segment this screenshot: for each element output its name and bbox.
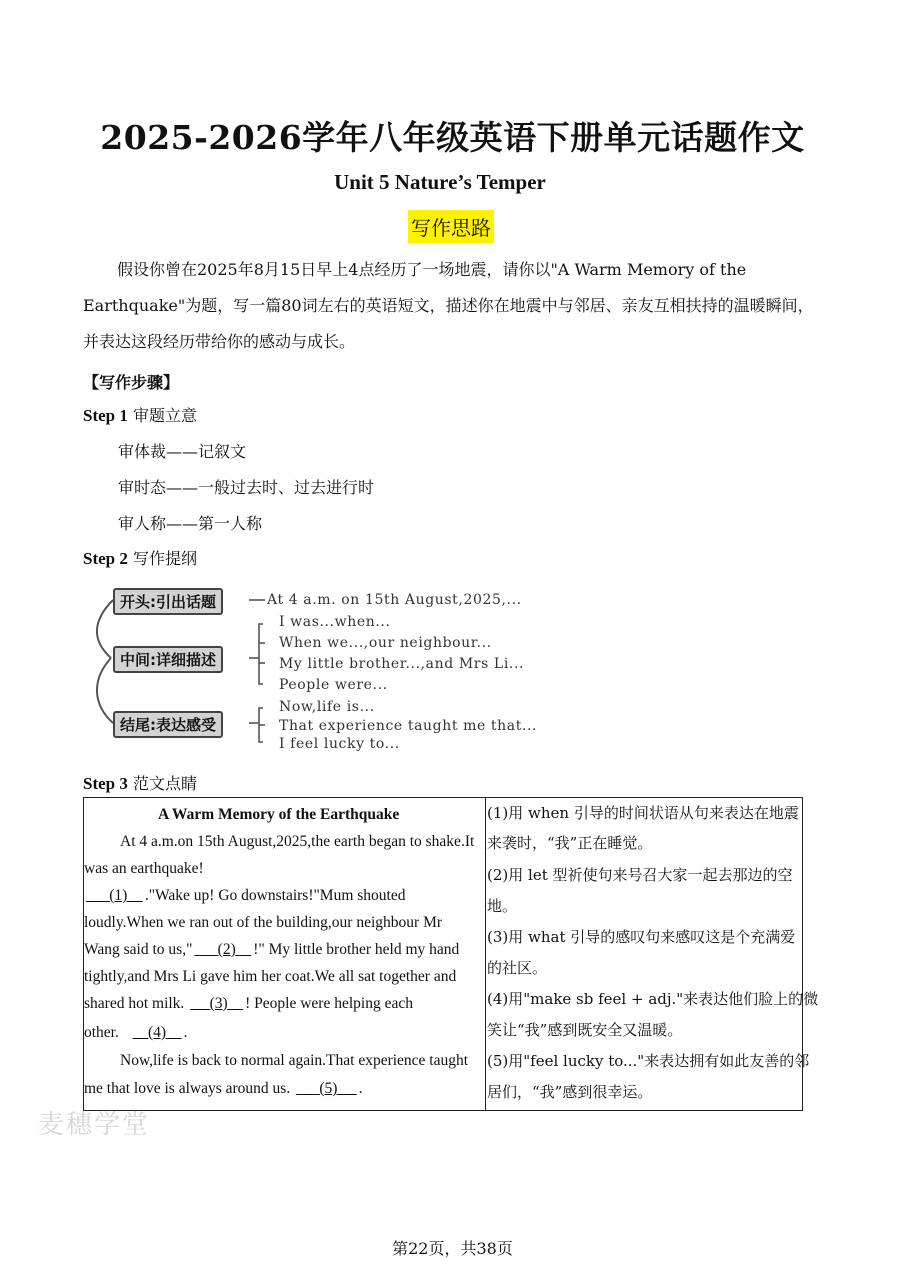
- steps-heading: 【写作步骤】: [83, 373, 180, 392]
- outline-hint: That experience taught me that...: [279, 718, 538, 734]
- essay-line: At 4 a.m.on 15th August,2025,the earth began to shake.It: [120, 833, 475, 850]
- note-line: (3)用 what 引导的感叹句来感叹这是个充满爱: [487, 928, 796, 946]
- essay-line: other. (4) .: [84, 1024, 188, 1041]
- outline-mindmap: [83, 580, 563, 755]
- step2-title: 写作提纲: [132, 549, 197, 568]
- note-line: 地。: [487, 897, 518, 915]
- blank-3: (3): [209, 995, 228, 1012]
- outline-body-box: 中间:详细描述: [113, 646, 223, 673]
- page-title: 2025-2026学年八年级英语下册单元话题作文: [100, 118, 805, 157]
- blank-5: (5): [319, 1080, 338, 1097]
- step1-heading: [83, 403, 197, 426]
- step3-heading: [83, 771, 197, 794]
- note-line: 居们，“我”感到很幸运。: [487, 1083, 653, 1101]
- step1-item-person: 审人称——第一人称: [118, 514, 263, 533]
- step2-heading: [83, 546, 197, 569]
- note-line: (2)用 let 型祈使句来号召大家一起去那边的空: [487, 866, 793, 884]
- essay-line: Wang said to us," (2) !" My little brother held my hand: [84, 941, 460, 958]
- step1-label: Step 1: [83, 406, 128, 425]
- note-line: 的社区。: [487, 959, 548, 977]
- note-line: 笑让“我”感到既安全又温暖。: [487, 1021, 683, 1039]
- step3-title: 范文点睛: [132, 774, 197, 793]
- outline-hint: At 4 a.m. on 15th August,2025,...: [267, 592, 522, 608]
- essay-line: shared hot milk. (3) ! People were helping each: [84, 995, 413, 1012]
- table-divider: [485, 797, 486, 1111]
- essay-line: (1) ."Wake up! Go downstairs!"Mum shouted: [84, 887, 406, 905]
- essay-line: me that love is always around us. (5) .: [84, 1080, 363, 1097]
- essay-line: was an earthquake!: [84, 860, 204, 877]
- step1-title: 审题立意: [132, 406, 197, 425]
- section-label-highlight: 写作思路: [408, 210, 494, 243]
- outline-hint: I feel lucky to...: [279, 736, 400, 752]
- outline-opening-box: 开头:引出话题: [113, 588, 223, 615]
- unit-title: Unit 5 Nature’s Temper: [334, 170, 546, 194]
- outline-ending-box: 结尾:表达感受: [113, 711, 223, 738]
- step3-label: Step 3: [83, 774, 128, 793]
- page-footer: 第22页，共38页: [392, 1239, 513, 1258]
- blank-2: (2): [217, 941, 236, 958]
- outline-hint: People were...: [279, 677, 388, 693]
- outline-hint: When we...,our neighbour...: [279, 635, 492, 651]
- step2-label: Step 2: [83, 549, 128, 568]
- note-line: 来袭时，“我”正在睡觉。: [487, 834, 653, 852]
- outline-hint: My little brother...,and Mrs Li...: [279, 656, 525, 672]
- essay-line: loudly.When we ran out of the building,our neighbour Mr: [84, 914, 443, 931]
- note-line: (4)用"make sb feel + adj."来表达他们脸上的微: [487, 990, 819, 1008]
- essay-line: tightly,and Mrs Li gave him her coat.We all sat together and: [84, 968, 457, 985]
- watermark: 麦穗学堂: [38, 1110, 151, 1140]
- essay-line: Now,life is back to normal again.That experience taught: [120, 1052, 469, 1069]
- step1-item-tense: 审时态——一般过去时、过去进行时: [118, 478, 375, 497]
- outline-hint: I was...when...: [279, 614, 391, 630]
- outline-hint: Now,life is...: [279, 699, 375, 715]
- blank-4: (4): [148, 1024, 167, 1041]
- note-line: (1)用 when 引导的时间状语从句来表达在地震: [487, 804, 799, 822]
- step1-item-genre: 审体裁——记叙文: [118, 442, 247, 461]
- writing-prompt: 假设你曾在2025年8月15日早上4点经历了一场地震，请你以"A Warm Memory of the Earthquake"为题，写一篇80词左右的英语短文，描述你在地震中与邻居、亲友互相扶持的温暖瞬间，并表达这段经历带给你的感动与成长。: [83, 260, 814, 351]
- note-line: (5)用"feel lucky to..."来表达拥有如此友善的邻: [487, 1052, 810, 1070]
- essay-title: A Warm Memory of the Earthquake: [158, 806, 400, 823]
- blank-1: (1): [109, 887, 128, 904]
